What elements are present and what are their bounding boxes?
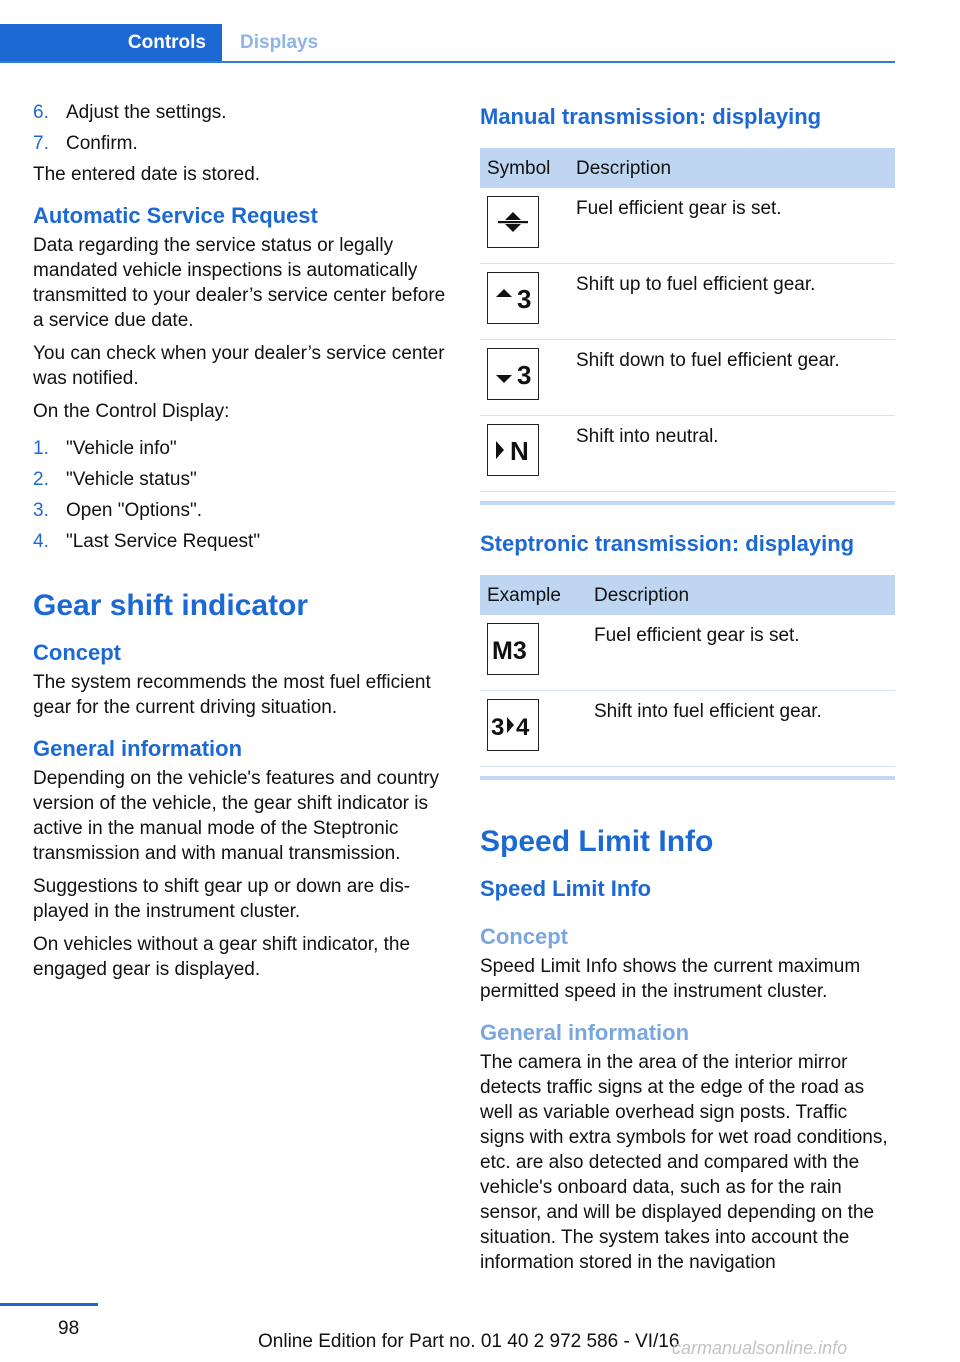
glyph-text: M3 (492, 637, 527, 664)
general-info-heading: General information (33, 736, 243, 761)
speed-limit-info-subheading: Speed Limit Info (480, 876, 652, 901)
sli-concept-text: Speed Limit Info shows the current maximum permitted speed in the instrument cluster. (480, 956, 861, 1002)
list-item (33, 131, 448, 156)
header-bar (0, 24, 895, 63)
step-text: "Vehicle info" (66, 438, 177, 459)
row-description: Fuel efficient gear is set. (569, 188, 895, 264)
step-text: Open "Options". (66, 500, 203, 521)
glyph-text: 3 (517, 360, 532, 389)
fuel-efficient-gear-icon (487, 196, 539, 248)
step-number: 2. (33, 469, 49, 490)
asr-paragraph-2: You can check when your dealer’s service center was notified. (33, 343, 445, 389)
table-end-rule (480, 501, 895, 505)
asr-paragraph-3: On the Control Display: (33, 401, 230, 422)
left-column (33, 100, 448, 990)
general-info-paragraph-2: Suggestions to shift gear up or down are displayed in the instrument cluster. (33, 876, 411, 922)
glyph-text: 3 (517, 284, 532, 313)
footer-rule (0, 1303, 98, 1306)
table-header-row (480, 575, 895, 615)
steptronic-table (480, 575, 895, 767)
step-text: Confirm. (66, 133, 138, 154)
speed-limit-info-title: Speed Limit Info (480, 825, 714, 858)
list-item (33, 498, 448, 523)
shift-down-3-icon (487, 348, 539, 400)
table-row (480, 416, 895, 492)
table-end-rule (480, 776, 895, 780)
row-description: Shift up to fuel efficient gear. (569, 264, 895, 340)
table-row (480, 691, 895, 767)
concept-heading: Concept (33, 640, 121, 665)
column-header-example: Example (480, 575, 587, 615)
sli-general-info-text: The camera in the area of the interior mirror detects traffic signs at the edge of the road as well as variable overhead sign posts. Traffic signs with extra symbols for wet road conditions, etc. are also detected and compared with the vehicle's onboard data, such as for the rain sensor, and will be displayed depending on the situation. The system takes into account the information stored in the navigation (480, 1052, 888, 1273)
shift-neutral-icon (487, 424, 539, 476)
sli-general-info-heading: General information (480, 1020, 690, 1045)
tab-displays[interactable]: Displays (240, 31, 319, 53)
list-item (33, 529, 448, 554)
step-text: Adjust the settings. (66, 102, 227, 123)
row-description: Fuel efficient gear is set. (587, 615, 895, 691)
step-number: 1. (33, 438, 49, 459)
date-stored-text: The entered date is stored. (33, 164, 261, 185)
asr-steps-list (33, 436, 448, 554)
page-number: 98 (58, 1318, 80, 1339)
row-description: Shift into fuel efficient gear. (587, 691, 895, 767)
general-info-paragraph-3: On vehicles without a gear shift indicator, the engaged gear is displayed. (33, 934, 411, 980)
column-header-description: Description (587, 575, 895, 615)
column-header-description: Description (569, 148, 895, 188)
tab-controls[interactable]: Controls (0, 24, 222, 61)
sli-concept-heading: Concept (480, 924, 568, 949)
table-row (480, 340, 895, 416)
glyph-text-to: 4 (516, 714, 530, 740)
glyph-text-from: 3 (491, 714, 505, 740)
manual-transmission-table (480, 148, 895, 492)
table-row (480, 188, 895, 264)
row-description: Shift into neutral. (569, 416, 895, 492)
list-item (33, 436, 448, 461)
m3-gear-icon (487, 623, 539, 675)
table-row (480, 615, 895, 691)
shift-up-3-icon (487, 272, 539, 324)
step-number: 7. (33, 133, 49, 154)
edition-text: Online Edition for Part no. 01 40 2 972 586 - VI/16 (258, 1331, 680, 1352)
manual-transmission-heading: Manual transmission: displaying (480, 104, 822, 129)
step-text: "Last Service Request" (66, 531, 261, 552)
glyph-text: N (510, 436, 529, 465)
gear-shift-indicator-title: Gear shift indicator (33, 589, 309, 622)
general-info-paragraph-1: Depending on the vehicle's features and country version of the vehicle, the gear shift indicator is active in the manual mode of the Steptronic transmission and with manual transmission. (33, 768, 440, 864)
watermark-text: carmanualsonline.info (672, 1338, 848, 1358)
shift-3-to-4-icon (487, 699, 539, 751)
concept-text: The system recommends the most fuel efficient gear for the current driving situation. (33, 672, 431, 718)
right-column (480, 100, 895, 1283)
step-text: "Vehicle status" (66, 469, 197, 490)
steptronic-heading: Steptronic transmission: displaying (480, 531, 855, 556)
column-header-symbol: Symbol (480, 148, 569, 188)
steps-list-top (33, 100, 448, 156)
step-number: 4. (33, 531, 49, 552)
list-item (33, 467, 448, 492)
table-header-row (480, 148, 895, 188)
asr-paragraph-1: Data regarding the service status or legally mandated vehicle inspections is automatically transmitted to your dealer’s service center before a service due date. (33, 235, 446, 331)
table-row (480, 264, 895, 340)
step-number: 3. (33, 500, 49, 521)
asr-heading: Automatic Service Request (33, 203, 318, 228)
step-number: 6. (33, 102, 49, 123)
list-item (33, 100, 448, 125)
row-description: Shift down to fuel efficient gear. (569, 340, 895, 416)
